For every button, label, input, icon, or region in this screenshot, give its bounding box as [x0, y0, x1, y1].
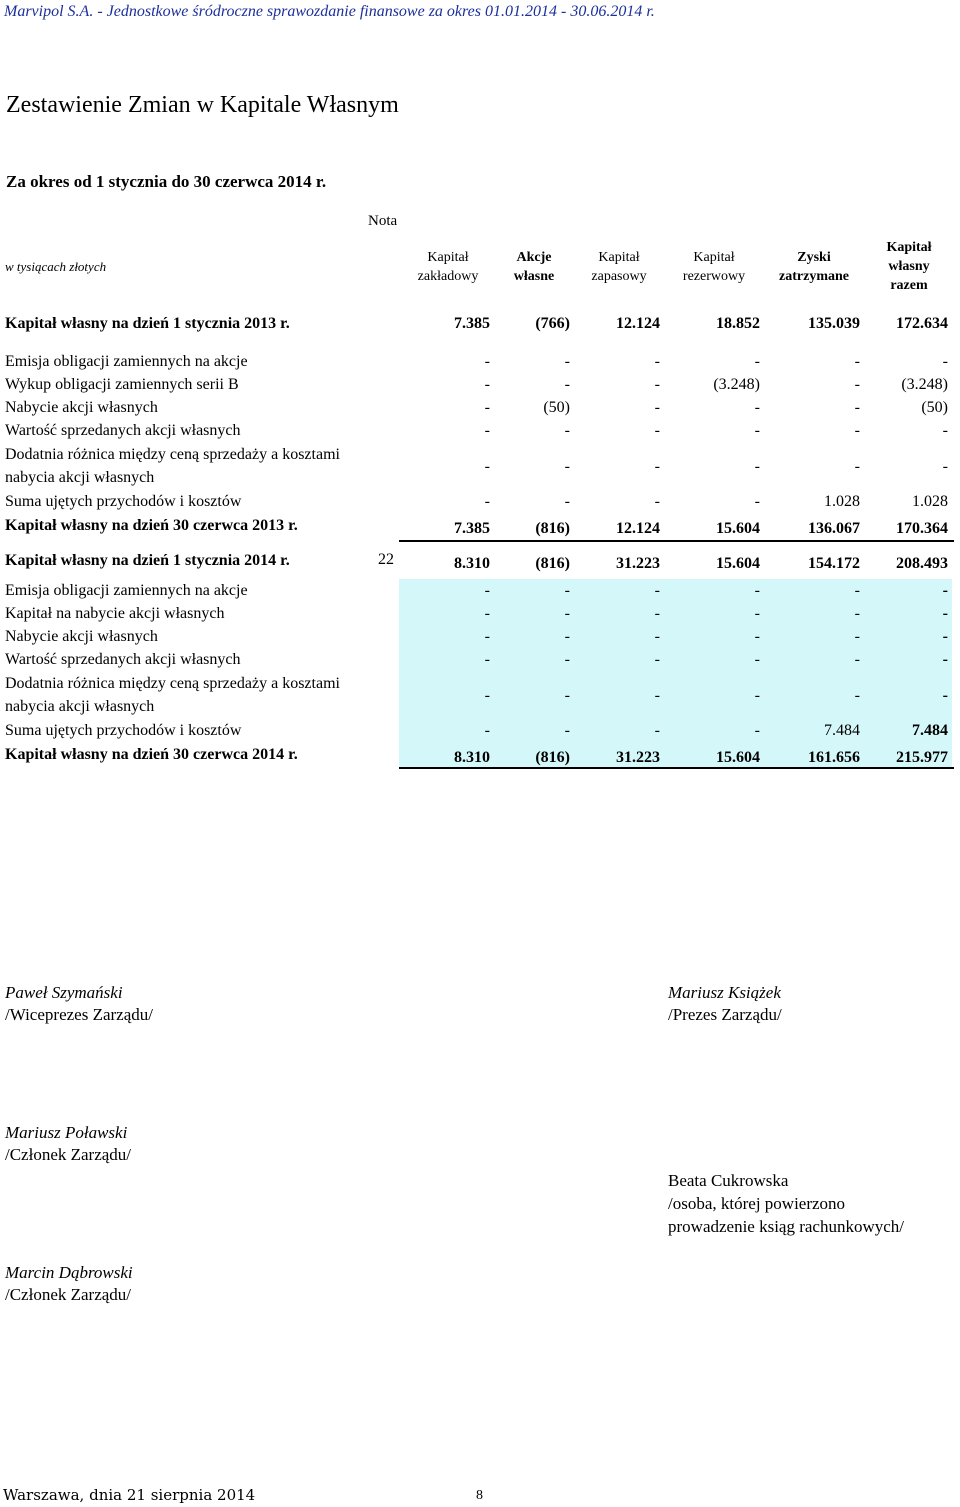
signature-block: Beata Cukrowska /osoba, której powierzono prowadzenie ksiąg rachunkowych/	[668, 1171, 905, 1236]
row-value: -	[854, 651, 860, 668]
row-label: Nabycie akcji własnych	[5, 628, 158, 645]
row-value: 15.604	[716, 555, 760, 572]
row-value: -	[854, 422, 860, 439]
row-value: -	[942, 687, 948, 704]
row-value: 172.634	[896, 315, 948, 332]
row-value: 1.028	[912, 493, 948, 510]
row-value: 7.484	[912, 722, 948, 739]
row-value: 161.656	[808, 749, 860, 766]
table-row	[0, 396, 960, 419]
row-label: Emisja obligacji zamiennych na akcje	[5, 353, 248, 370]
row-value: 170.364	[896, 520, 948, 537]
page-title: Zestawienie Zmian w Kapitale Własnym	[6, 92, 399, 118]
row-value: -	[942, 422, 948, 439]
row-value: 215.977	[896, 749, 948, 766]
row-value: 12.124	[616, 520, 660, 537]
row-value: -	[754, 493, 760, 510]
unit-label: w tysiącach złotych	[5, 259, 107, 274]
row-label: Dodatnia różnica między ceną sprzedaży a kosztami nabycia akcji własnych	[5, 446, 340, 486]
row-value: -	[754, 422, 760, 439]
col-header-retained-earnings: Zyski zatrzymane	[779, 250, 849, 284]
row-value: -	[564, 605, 570, 622]
row-value: (816)	[535, 749, 570, 766]
period-subtitle: Za okres od 1 stycznia do 30 czerwca 2014 r.	[6, 172, 327, 191]
row-label: Dodatnia różnica między ceną sprzedaży a kosztami nabycia akcji własnych	[5, 675, 340, 715]
row-value: -	[754, 628, 760, 645]
row-value: -	[654, 722, 660, 739]
row-value: -	[564, 458, 570, 475]
row-value: 135.039	[808, 315, 860, 332]
row-value: 7.385	[454, 315, 490, 332]
row-value: -	[854, 605, 860, 622]
row-value: -	[854, 582, 860, 599]
row-value: -	[654, 458, 660, 475]
row-value: -	[564, 628, 570, 645]
table-row	[0, 419, 960, 442]
row-value: -	[564, 582, 570, 599]
signature-block: Marcin Dąbrowski /Członek Zarządu/	[5, 1263, 133, 1304]
row-value: -	[854, 628, 860, 645]
row-value: -	[654, 651, 660, 668]
row-value: -	[854, 353, 860, 370]
row-value: (50)	[543, 399, 570, 416]
row-value: -	[654, 582, 660, 599]
table-row	[0, 672, 960, 718]
row-value: -	[564, 687, 570, 704]
table-row	[0, 350, 960, 373]
row-value: -	[654, 493, 660, 510]
row-label: Wartość sprzedanych akcji własnych	[5, 422, 241, 439]
row-value: 18.852	[716, 315, 760, 332]
row-value: (3.248)	[901, 376, 948, 393]
row-value: -	[854, 458, 860, 475]
row-value: 8.310	[454, 555, 490, 572]
row-value: -	[942, 651, 948, 668]
row-value: -	[854, 399, 860, 416]
row-value: 7.484	[824, 722, 860, 739]
row-value: -	[484, 399, 490, 416]
row-value: -	[484, 722, 490, 739]
footer-place-date: Warszawa, dnia 21 sierpnia 2014	[3, 1486, 256, 1504]
nota-column-header: Nota	[368, 213, 398, 229]
row-value: 31.223	[616, 555, 660, 572]
row-value: -	[654, 376, 660, 393]
row-value: (816)	[535, 555, 570, 572]
row-value: 154.172	[808, 555, 860, 572]
row-value: 8.310	[454, 749, 490, 766]
row-value: -	[942, 458, 948, 475]
row-value: -	[942, 353, 948, 370]
table-row	[0, 373, 960, 396]
row-label: Kapitał własny na dzień 1 stycznia 2014 r.	[5, 552, 290, 569]
row-value: -	[484, 493, 490, 510]
row-value: (50)	[921, 399, 948, 416]
table-rule-2014	[399, 767, 954, 769]
table-row	[0, 514, 960, 540]
table-row	[0, 719, 960, 742]
row-label: Emisja obligacji zamiennych na akcje	[5, 582, 248, 599]
row-value: -	[754, 722, 760, 739]
signature-block: Mariusz Książek /Prezes Zarządu/	[668, 983, 782, 1024]
table-row	[0, 648, 960, 671]
row-value: -	[564, 376, 570, 393]
table-row	[0, 490, 960, 513]
row-value: -	[484, 422, 490, 439]
row-value: 15.604	[716, 520, 760, 537]
col-header-share-capital: Kapitał zakładowy	[417, 250, 479, 284]
col-header-total-equity: Kapitał własny razem	[886, 240, 932, 293]
page-number: 8	[476, 1488, 483, 1503]
row-value: -	[484, 628, 490, 645]
row-value: 136.067	[808, 520, 860, 537]
row-value: (766)	[535, 315, 570, 332]
row-value: -	[564, 493, 570, 510]
row-value: -	[654, 399, 660, 416]
row-value: -	[754, 605, 760, 622]
row-value: -	[484, 458, 490, 475]
row-value: -	[654, 353, 660, 370]
row-value: -	[484, 376, 490, 393]
row-label: Suma ujętych przychodów i kosztów	[5, 493, 242, 510]
document-header: Marvipol S.A. - Jednostkowe śródroczne sprawozdanie finansowe za okres 01.01.2014 - 30.06.2014 r.	[4, 3, 655, 20]
row-value: -	[564, 353, 570, 370]
col-header-reserve-capital: Kapitał rezerwowy	[682, 250, 746, 284]
table-row	[0, 549, 960, 575]
row-value: 208.493	[896, 555, 948, 572]
row-value: -	[942, 605, 948, 622]
row-value: 12.124	[616, 315, 660, 332]
row-label: Suma ujętych przychodów i kosztów	[5, 722, 242, 739]
row-value: -	[484, 353, 490, 370]
row-value: -	[754, 399, 760, 416]
row-label: Kapitał własny na dzień 1 stycznia 2013 r.	[5, 315, 290, 332]
table-row	[0, 625, 960, 648]
row-value: -	[484, 582, 490, 599]
row-value: -	[854, 376, 860, 393]
table-row	[0, 312, 960, 335]
row-value: -	[942, 628, 948, 645]
row-label: Wykup obligacji zamiennych serii B	[5, 376, 239, 393]
table-row	[0, 579, 960, 602]
row-value: 7.385	[454, 520, 490, 537]
row-label: Kapitał na nabycie akcji własnych	[5, 605, 225, 622]
table-row	[0, 602, 960, 625]
row-value: -	[564, 722, 570, 739]
row-nota: 22	[378, 551, 394, 568]
signature-block: Paweł Szymański /Wiceprezes Zarządu/	[5, 983, 153, 1024]
row-value: -	[484, 651, 490, 668]
row-value: -	[854, 687, 860, 704]
row-value: (3.248)	[713, 376, 760, 393]
row-value: -	[942, 582, 948, 599]
row-value: (816)	[535, 520, 570, 537]
row-value: 1.028	[824, 493, 860, 510]
row-value: -	[754, 687, 760, 704]
row-value: -	[654, 605, 660, 622]
row-value: -	[654, 687, 660, 704]
row-value: -	[484, 605, 490, 622]
table-row	[0, 443, 960, 489]
row-label: Nabycie akcji własnych	[5, 399, 158, 416]
row-value: -	[754, 651, 760, 668]
row-value: -	[564, 422, 570, 439]
row-value: -	[754, 458, 760, 475]
row-value: -	[654, 422, 660, 439]
row-label: Wartość sprzedanych akcji własnych	[5, 651, 241, 668]
row-value: -	[754, 582, 760, 599]
col-header-supplementary-capital: Kapitał zapasowy	[591, 250, 647, 284]
row-value: -	[654, 628, 660, 645]
row-label: Kapitał własny na dzień 30 czerwca 2014 r.	[5, 746, 298, 763]
table-row	[0, 743, 960, 769]
row-value: -	[564, 651, 570, 668]
row-value: 15.604	[716, 749, 760, 766]
row-value: 31.223	[616, 749, 660, 766]
row-label: Kapitał własny na dzień 30 czerwca 2013 r.	[5, 517, 298, 534]
row-value: -	[754, 353, 760, 370]
table-rule-2013	[399, 540, 954, 542]
row-value: -	[484, 687, 490, 704]
col-header-treasury-shares: Akcje własne	[513, 250, 555, 284]
signature-block: Mariusz Poławski /Członek Zarządu/	[5, 1123, 132, 1164]
